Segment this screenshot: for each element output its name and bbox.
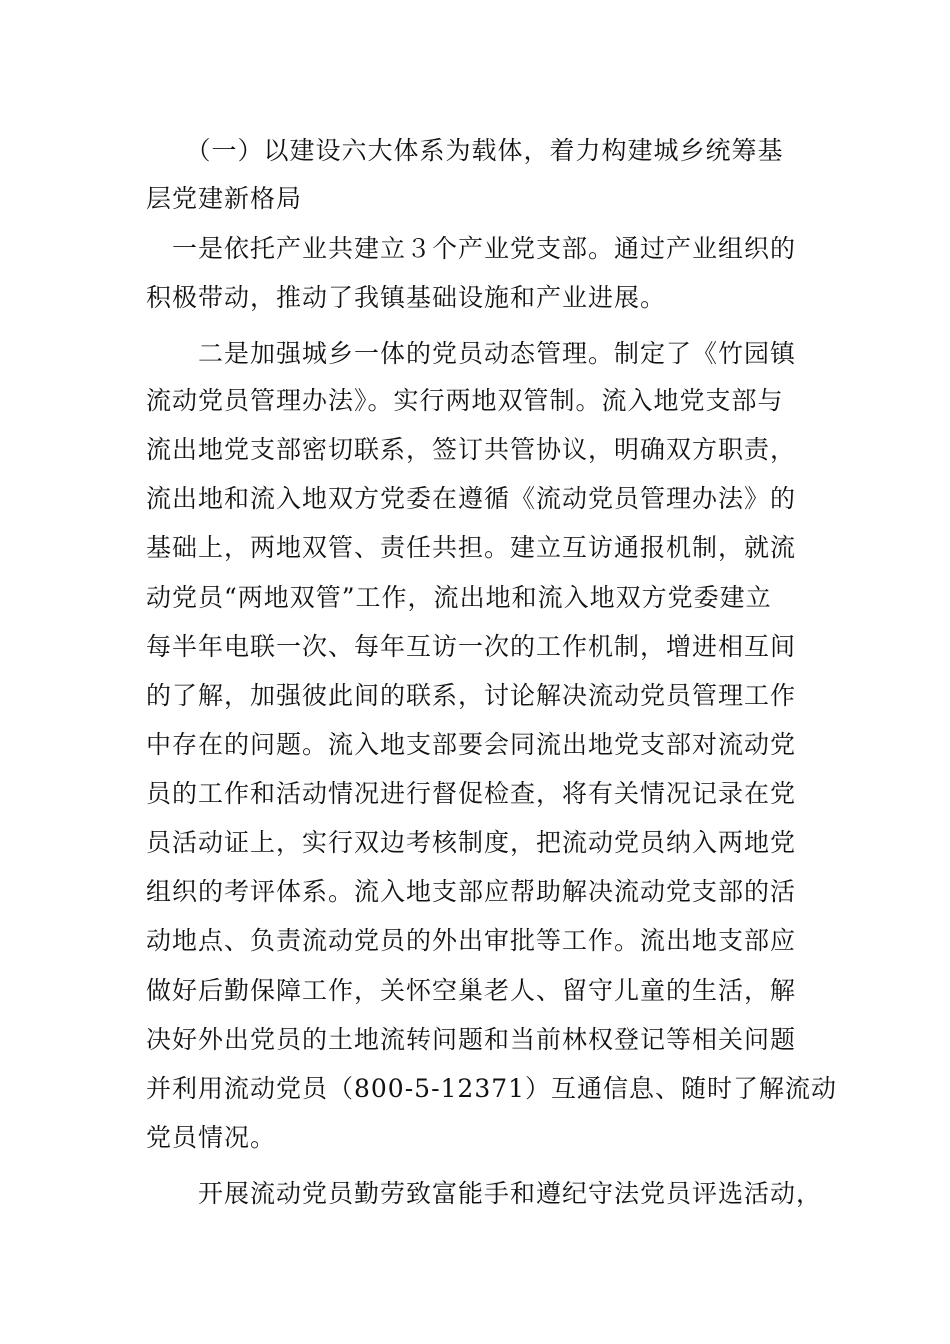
text-line: 员活动证上，实行双边考核制度，把流动党员纳入两地党 [146, 828, 797, 857]
text-line: 层党建新格局 [146, 184, 303, 213]
text-line: （一）以建设六大体系为载体，着力构建城乡统筹基 [146, 136, 784, 165]
text-line: 二是加强城乡一体的党员动态管理。制定了《竹园镇 [146, 339, 797, 368]
text-line: 并利用流动党员（800-5-12371）互通信息、随时了解流动 [146, 1074, 838, 1103]
text-line: 的了解，加强彼此间的联系，讨论解决流动党员管理工作 [146, 681, 797, 710]
text-line: 做好后勤保障工作，关怀空巢老人、留守儿童的生活，解 [146, 976, 797, 1005]
text-line: 党员情况。 [146, 1123, 277, 1152]
text-line: 每半年电联一次、每年互访一次的工作机制，增进相互间 [146, 632, 797, 661]
text-line: 开展流动党员勤劳致富能手和遵纪守法党员评选活动， [146, 1179, 823, 1208]
text-line: 流出地和流入地双方党委在遵循《流动党员管理办法》的 [146, 484, 797, 513]
text-line: 积极带动，推动了我镇基础设施和产业进展。 [146, 283, 667, 312]
text-line: 基础上，两地双管、责任共担。建立互访通报机制，就流 [146, 533, 797, 562]
text-line: 决好外出党员的土地流转问题和当前林权登记等相关问题 [146, 1025, 797, 1054]
text-line: 一是依托产业共建立３个产业党支部。通过产业组织的 [146, 234, 797, 263]
text-line: 流出地党支部密切联系，签订共管协议，明确双方职责， [146, 435, 797, 464]
text-line: 动地点、负责流动党员的外出审批等工作。流出地支部应 [146, 926, 797, 955]
text-line: 流动党员管理办法》。实行两地双管制。流入地党支部与 [146, 386, 784, 415]
text-line: 组织的考评体系。流入地支部应帮助解决流动党支部的活 [146, 877, 797, 906]
text-line: 员的工作和活动情况进行督促检查，将有关情况记录在党 [146, 779, 797, 808]
text-line: 动党员“两地双管”工作，流出地和流入地双方党委建立 [146, 583, 772, 612]
text-line: 中存在的问题。流入地支部要会同流出地党支部对流动党 [146, 730, 797, 759]
